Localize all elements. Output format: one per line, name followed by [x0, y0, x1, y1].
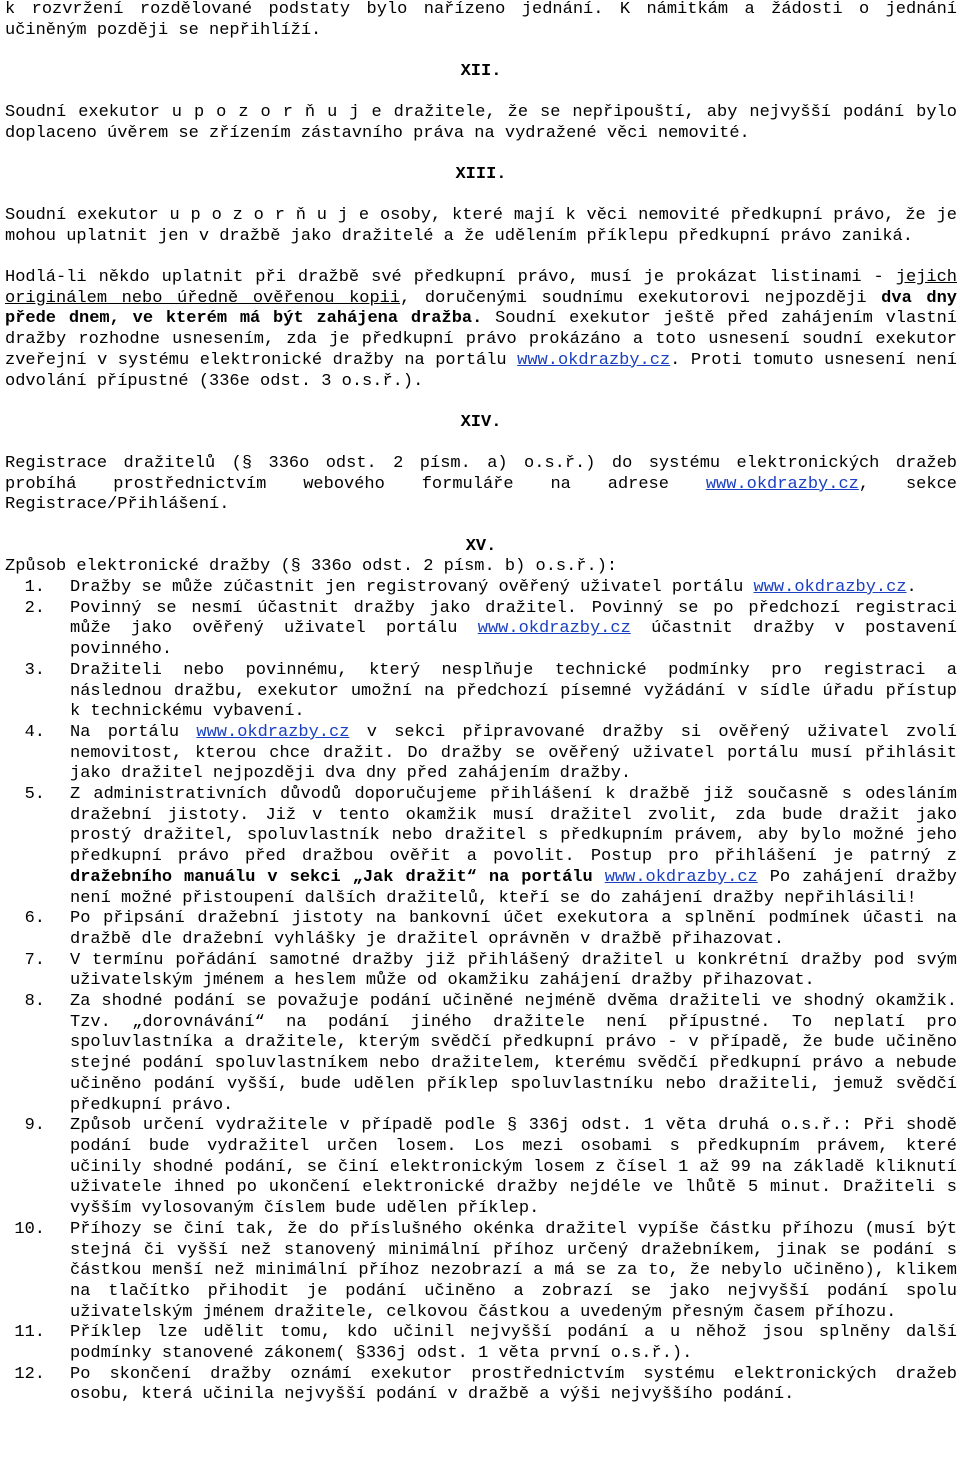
section-heading-xiii: XIII.	[455, 165, 507, 184]
paragraph-intro: k rozvržení rozdělované podstaty bylo nařízeno jednání. K námitkám a žádosti o jednání učiněným později se nepřihlíží.	[5, 0, 957, 40]
text-span: , sekce Registrace/Přihlášení.	[5, 474, 957, 515]
paragraph-xv-intro: Způsob elektronické dražby (§ 336o odst. 2 písm. b) o.s.ř.):	[5, 557, 618, 576]
list-number: 6.	[24, 909, 45, 929]
text-span: Po připsání dražební jistoty na bankovní účet exekutora a splnění podmínek účasti na dražbě dle dražební vyhlášky je dražitel oprávněn v dražbě přihazovat.	[70, 909, 957, 949]
list-item	[5, 578, 957, 599]
text-span: v sekci připravované dražby si ověřený uživatel zvolí nemovitost, kterou chce dražit. Do dražby se ověřený uživatel portálu musí přihlásit jako dražitel nejpozději dva dny před zahájením dražby.	[70, 722, 957, 784]
list-number: 5.	[24, 785, 45, 805]
list-number: 10.	[14, 1219, 45, 1239]
text-span: Na portálu	[70, 722, 197, 742]
text-span: Za shodné podání se považuje podání učiněné nejméně dvěma dražiteli ve shodný okamžik. Tzv. „dorovnávání“ na podání jiného dražitele není přípustné. To neplatí pro spoluvlastníka a dražitele, kterým svědčí předkupní právo - v případě, že bude učiněno stejné podání spoluvlastníkem nebo dražitelem, kterému svědčí předkupní právo a nebude učiněno podání vyšší, bude udělen příklep spoluvlastníku nebo dražiteli, jemuž svědčí předkupní právo.	[70, 992, 957, 1115]
text-span: účastnit dražby v postavení povinného.	[70, 619, 957, 660]
text-span: Způsob určení vydražitele v případě podle § 336j odst. 1 věta druhá o.s.ř.: Při shodě podání bude vydražitel určen losem. Los mezi osobami s předkupním právem, které učinily shodné podání, se činí elektronickým losem z čísel 1 až 99 na základě kliknutí uživatele ihned po ukončení elektronické dražby nejdéle ve lhůtě 5 minut. Dražiteli s vyšším vylosovaným číslem bude udělen příklep.	[70, 1116, 957, 1219]
paragraph-xiii-2	[5, 268, 957, 392]
list-item	[5, 1323, 957, 1364]
portal-link[interactable]: www.okdrazby.cz	[753, 578, 907, 597]
text-span: Hodlá-li někdo uplatnit při dražbě své předkupní právo, musí je prokázat listinami -	[5, 268, 896, 287]
auction-rules-list	[5, 578, 957, 1406]
portal-link[interactable]: www.okdrazby.cz	[517, 350, 671, 370]
paragraph-xiii-1: Soudní exekutor u p o z o r ň u j e osoby, které mají k věci nemovité předkupní právo, že je mohou uplatnit jen v dražbě jako dražitelé a že udělením příklepu předkupní právo zaniká.	[5, 206, 957, 246]
list-item	[5, 1220, 957, 1324]
list-item	[5, 723, 957, 785]
text-span: Po skončení dražby oznámí exekutor prostřednictvím systému elektronických dražeb osobu, která učinila nejvyšší podání v dražbě a výši nejvyššího podání.	[70, 1364, 957, 1405]
paragraph-xiv	[5, 454, 957, 516]
bold-text: dražebního manuálu v sekci „Jak dražit“ na portálu	[70, 867, 593, 887]
section-heading-xiv: XIV.	[460, 413, 502, 432]
list-number: 7.	[24, 950, 45, 970]
text-span: Dražby se může zúčastnit jen registrovaný ověřený uživatel portálu	[70, 578, 754, 597]
text-span: Z administrativních důvodů doporučujeme přihlášení k dražbě již současně s odesláním dražební jistoty. Již v tento okamžik musí dražitel zvolit, zda bude dražit jako prostý dražitel, spoluvlastník nebo dražitel s předkupním právem, aby bylo možné jeho předkupní právo před dražbou ověřit a povolit. Postup pro přihlášení je patrný z	[70, 785, 957, 867]
text-span: V termínu pořádání samotné dražby již přihlášený dražitel u konkrétní dražby pod svým uživatelským jménem a heslem může od okamžiku zahájení dražby přihazovat.	[70, 950, 957, 991]
list-item	[5, 1116, 957, 1220]
text-span: Po zahájení dražby není možné přistoupení dalších dražitelů, kteří se do zahájení dražby nepřihlásili!	[70, 867, 957, 908]
text-span: Příklep lze udělit tomu, kdo učinil nejvyšší podání a u něhož jsou splněny další podmínky stanovené zákonem( §336j odst. 1 věta první o.s.ř.).	[70, 1323, 957, 1364]
text-span: Dražiteli nebo povinnému, který nesplňuje technické podmínky pro registraci a následnou dražbu, exekutor umožní na předchozí písemné vyžádání v sídle úřadu přístup k technickému vybavení.	[70, 660, 957, 722]
list-item	[5, 785, 957, 909]
list-number: 1.	[24, 578, 45, 597]
list-item	[5, 951, 957, 992]
text-span: Soudní exekutor ještě před zahájením vlastní dražby rozhodne usnesením, zda je předkupní právo prokázáno a toto usnesení soudní exekutor zveřejní v systému elektronické dražby na portálu	[5, 309, 958, 370]
list-number: 9.	[24, 1116, 45, 1136]
list-number: 8.	[24, 992, 45, 1012]
list-number: 2.	[24, 598, 45, 618]
text-span: .	[906, 578, 917, 597]
list-item	[5, 992, 957, 1116]
list-number: 4.	[24, 722, 45, 742]
text-span: Povinný se nesmí účastnit dražby jako dražitel. Povinný se po předchozí registraci může jako ověřený uživatel portálu	[70, 598, 957, 639]
underlined-text: jejich originálem nebo úředně ověřenou kopii	[5, 268, 957, 308]
list-item	[5, 661, 957, 723]
list-number: 12.	[14, 1364, 45, 1384]
text-span: . Proti tomuto usnesení není odvolání přípustné (336e odst. 3 o.s.ř.).	[5, 350, 957, 391]
list-item	[5, 599, 957, 661]
paragraph-xii: Soudní exekutor u p o z o r ň u j e dražitele, že se nepřipouští, aby nejvyšší podání bylo doplaceno úvěrem se zřízením zástavního práva na vydražené věci nemovité.	[5, 103, 957, 143]
portal-link[interactable]: www.okdrazby.cz	[604, 867, 758, 887]
section-heading-xv: XV.	[465, 537, 497, 556]
section-heading-xii: XII.	[460, 62, 502, 81]
list-item	[5, 909, 957, 950]
portal-link[interactable]: www.okdrazby.cz	[196, 722, 350, 742]
portal-link[interactable]: www.okdrazby.cz	[705, 474, 859, 494]
list-number: 11.	[14, 1323, 45, 1343]
text-span	[593, 868, 605, 887]
list-item	[5, 1365, 957, 1406]
text-span: Registrace dražitelů (§ 336o odst. 2 písm. a) o.s.ř.) do systému elektronických dražeb probíhá prostřednictvím webového formuláře na adrese	[5, 454, 957, 494]
list-number: 3.	[24, 660, 45, 680]
bold-text: dva dny přede dnem, ve kterém má být zahájena dražba.	[5, 288, 957, 329]
text-span: Příhozy se činí tak, že do příslušného okénka dražitel vypíše částku příhozu (musí být stejná či vyšší než stanovený minimální příhoz určený dražebníkem, jinak se podání s částkou menší než minimální příhoz nezobrazí a má se za to, že nebylo učiněno), klikem na tlačítko přihodit je podání učiněno a zobrazí se jako nejvyšší podání spolu uživatelským jménem dražitele, celkovou částkou a uvedeným přesným časem příhozu.	[70, 1219, 957, 1322]
portal-link[interactable]: www.okdrazby.cz	[477, 619, 631, 639]
text-span: , doručenými soudnímu exekutorovi nejpozději	[400, 288, 882, 308]
